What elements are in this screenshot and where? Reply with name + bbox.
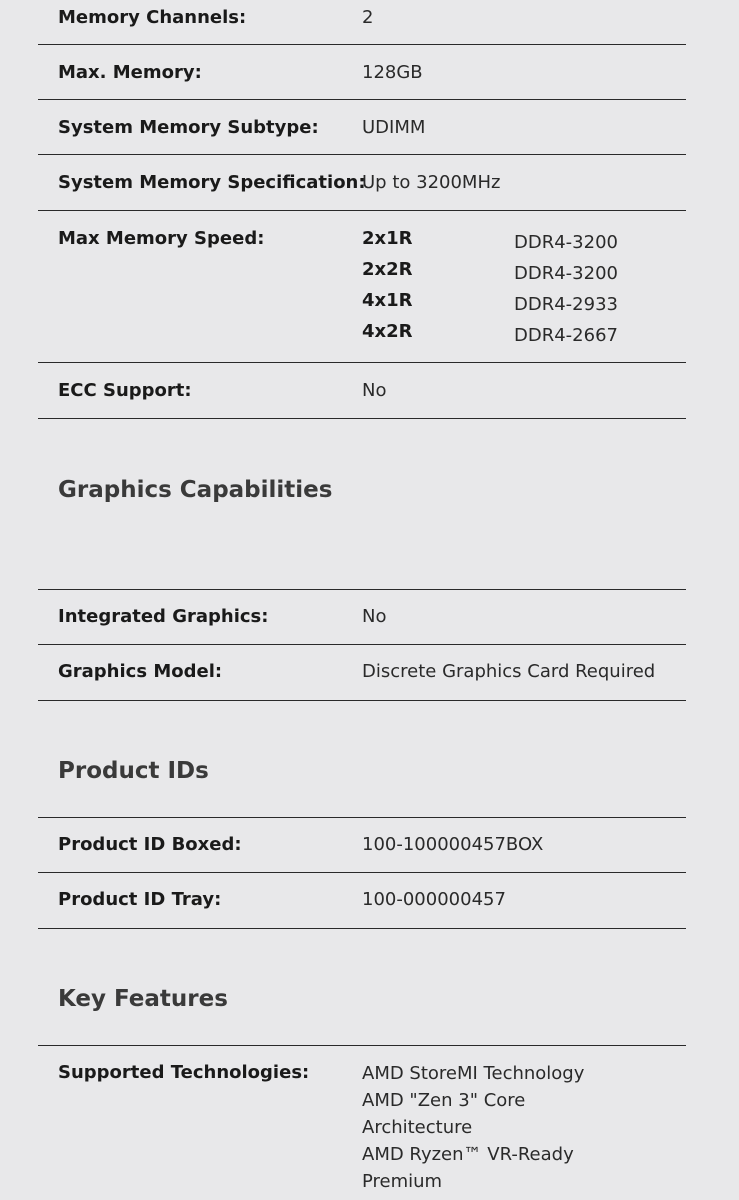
speed-config: 4x1R — [362, 290, 413, 311]
spec-row-max-memory-speed — [38, 211, 686, 363]
spec-row-graphics-model — [38, 645, 686, 701]
spec-row-memory-subtype — [38, 100, 686, 155]
spec-label: System Memory Subtype: — [58, 117, 319, 138]
speed-value: DDR4-2933 — [514, 294, 618, 315]
spec-row-supported-technologies — [38, 1046, 686, 1200]
spec-row-ecc-support — [38, 363, 686, 419]
spec-row-integrated-graphics — [38, 590, 686, 645]
spec-value: Discrete Graphics Card Required — [362, 661, 656, 682]
spec-label: Memory Channels: — [58, 7, 247, 28]
spec-label: Supported Technologies: — [58, 1062, 310, 1083]
spec-label: Product ID Tray: — [58, 889, 222, 910]
speed-config: 2x1R — [362, 228, 413, 249]
spec-label: Integrated Graphics: — [58, 606, 269, 627]
speed-value: DDR4-3200 — [514, 232, 618, 253]
technology-item: Architecture — [362, 1117, 473, 1138]
spec-row-memory-channels — [38, 0, 686, 45]
spec-value: No — [362, 380, 387, 401]
spec-row-product-id-tray — [38, 873, 686, 929]
section-title-graphics: Graphics Capabilities — [58, 477, 333, 503]
technology-list — [362, 1060, 662, 1195]
spec-label: Max Memory Speed: — [58, 228, 265, 249]
section-title-key-features: Key Features — [58, 986, 228, 1012]
speed-value: DDR4-2667 — [514, 325, 618, 346]
speed-config: 2x2R — [362, 259, 413, 280]
speed-value: DDR4-3200 — [514, 263, 618, 284]
spec-row-product-id-boxed — [38, 818, 686, 873]
spec-value: 128GB — [362, 62, 423, 83]
spec-label: Graphics Model: — [58, 661, 223, 682]
spec-value: UDIMM — [362, 117, 426, 138]
technology-item: Premium — [362, 1171, 443, 1192]
spec-row-max-memory — [38, 45, 686, 100]
technology-item: AMD Ryzen™ VR-Ready — [362, 1144, 574, 1165]
section-title-product-ids: Product IDs — [58, 758, 209, 784]
technology-item: AMD StoreMI Technology — [362, 1063, 585, 1084]
spec-value: No — [362, 606, 387, 627]
spec-value: Up to 3200MHz — [362, 172, 501, 193]
spec-row-memory-specification — [38, 155, 686, 211]
spec-label: System Memory Specification: — [58, 172, 366, 193]
speed-config: 4x2R — [362, 321, 413, 342]
spec-label: ECC Support: — [58, 380, 192, 401]
spec-value: 100-100000457BOX — [362, 834, 544, 855]
technology-item: AMD "Zen 3" Core — [362, 1090, 526, 1111]
spec-value: 2 — [362, 7, 374, 28]
spec-label: Max. Memory: — [58, 62, 202, 83]
spec-value: 100-000000457 — [362, 889, 506, 910]
spec-label: Product ID Boxed: — [58, 834, 242, 855]
